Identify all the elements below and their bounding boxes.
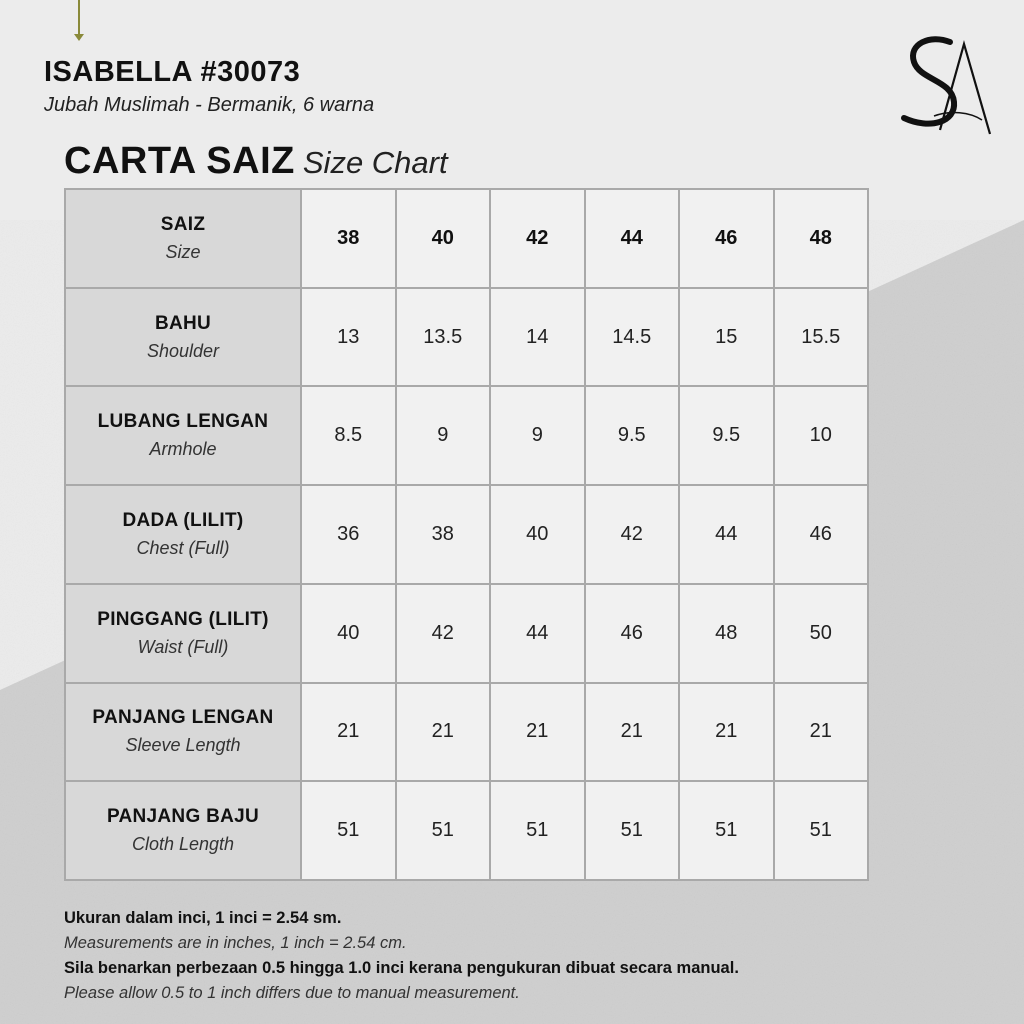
value-cell: 8.5 (301, 386, 396, 485)
value-cell: 15 (679, 288, 774, 387)
size-header-cell: 38 (301, 189, 396, 288)
value-cell: 13.5 (396, 288, 491, 387)
header-label: SAIZ (160, 213, 206, 235)
value-cell: 51 (396, 781, 491, 880)
value-cell: 42 (585, 485, 680, 584)
value-cell: 21 (301, 683, 396, 782)
size-header-cell: 48 (774, 189, 869, 288)
row-label: PANJANG BAJU (106, 806, 260, 828)
note-unit-english: Measurements are in inches, 1 inch = 2.54 cm. (64, 934, 407, 952)
value-cell: 14.5 (585, 288, 680, 387)
table-row-waist (65, 584, 868, 683)
table-row-shoulder (65, 288, 868, 387)
note-tolerance-malay: Sila benarkan perbezaan 0.5 hingga 1.0 inci kerana pengukuran dibuat secara manual. (64, 959, 739, 977)
row-sublabel: Cloth Length (131, 834, 235, 855)
row-sublabel: Armhole (149, 439, 217, 460)
value-cell: 15.5 (774, 288, 869, 387)
note-unit-malay: Ukuran dalam inci, 1 inci = 2.54 sm. (64, 909, 342, 927)
table-row-chest (65, 485, 868, 584)
value-cell: 21 (396, 683, 491, 782)
chart-title-sub: Size Chart (302, 145, 448, 180)
value-cell: 51 (679, 781, 774, 880)
size-header-cell: 42 (490, 189, 585, 288)
row-label-cell (65, 386, 301, 485)
value-cell: 40 (301, 584, 396, 683)
value-cell: 38 (396, 485, 491, 584)
size-chart-table (64, 188, 869, 881)
value-cell: 40 (490, 485, 585, 584)
chart-title (64, 140, 448, 183)
top-arrow-marker (78, 0, 80, 38)
size-header-cell: 46 (679, 189, 774, 288)
value-cell: 21 (585, 683, 680, 782)
value-cell: 21 (490, 683, 585, 782)
row-label: PINGGANG (LILIT) (97, 608, 269, 630)
row-label-cell (65, 485, 301, 584)
value-cell: 21 (774, 683, 869, 782)
value-cell: 44 (679, 485, 774, 584)
row-label: PANJANG LENGAN (92, 707, 274, 729)
value-cell: 10 (774, 386, 869, 485)
table-row-armhole (65, 386, 868, 485)
size-header-cell: 44 (585, 189, 680, 288)
row-label-cell (65, 781, 301, 880)
row-label-cell (65, 288, 301, 387)
value-cell: 9.5 (679, 386, 774, 485)
value-cell: 36 (301, 485, 396, 584)
note-tolerance-english: Please allow 0.5 to 1 inch differs due to manual measurement. (64, 984, 520, 1002)
value-cell: 46 (585, 584, 680, 683)
row-label: BAHU (154, 312, 212, 334)
row-label-cell (65, 584, 301, 683)
table-header-row (65, 189, 868, 288)
header-sublabel: Size (165, 241, 201, 262)
table-row-sleeve-length (65, 683, 868, 782)
value-cell: 14 (490, 288, 585, 387)
value-cell: 51 (774, 781, 869, 880)
value-cell: 51 (490, 781, 585, 880)
value-cell: 51 (301, 781, 396, 880)
value-cell: 9 (396, 386, 491, 485)
size-header-cell: 40 (396, 189, 491, 288)
row-sublabel: Shoulder (146, 340, 220, 361)
value-cell: 46 (774, 485, 869, 584)
sa-monogram-logo (890, 30, 1000, 140)
row-label-cell (65, 683, 301, 782)
value-cell: 50 (774, 584, 869, 683)
row-label: DADA (LILIT) (122, 509, 244, 531)
row-sublabel: Sleeve Length (125, 735, 241, 756)
value-cell: 13 (301, 288, 396, 387)
value-cell: 21 (679, 683, 774, 782)
chart-title-main: CARTA SAIZ (64, 140, 295, 182)
table-row-cloth-length (65, 781, 868, 880)
value-cell: 42 (396, 584, 491, 683)
value-cell: 9 (490, 386, 585, 485)
row-label: LUBANG LENGAN (97, 411, 269, 433)
value-cell: 51 (585, 781, 680, 880)
product-title: ISABELLA #30073 (44, 56, 301, 88)
value-cell: 48 (679, 584, 774, 683)
row-sublabel: Chest (Full) (136, 537, 230, 558)
measurement-notes (64, 906, 1004, 1006)
header-label-cell (65, 189, 301, 288)
product-subtitle: Jubah Muslimah - Bermanik, 6 warna (44, 94, 375, 116)
row-sublabel: Waist (Full) (137, 636, 229, 657)
value-cell: 44 (490, 584, 585, 683)
value-cell: 9.5 (585, 386, 680, 485)
